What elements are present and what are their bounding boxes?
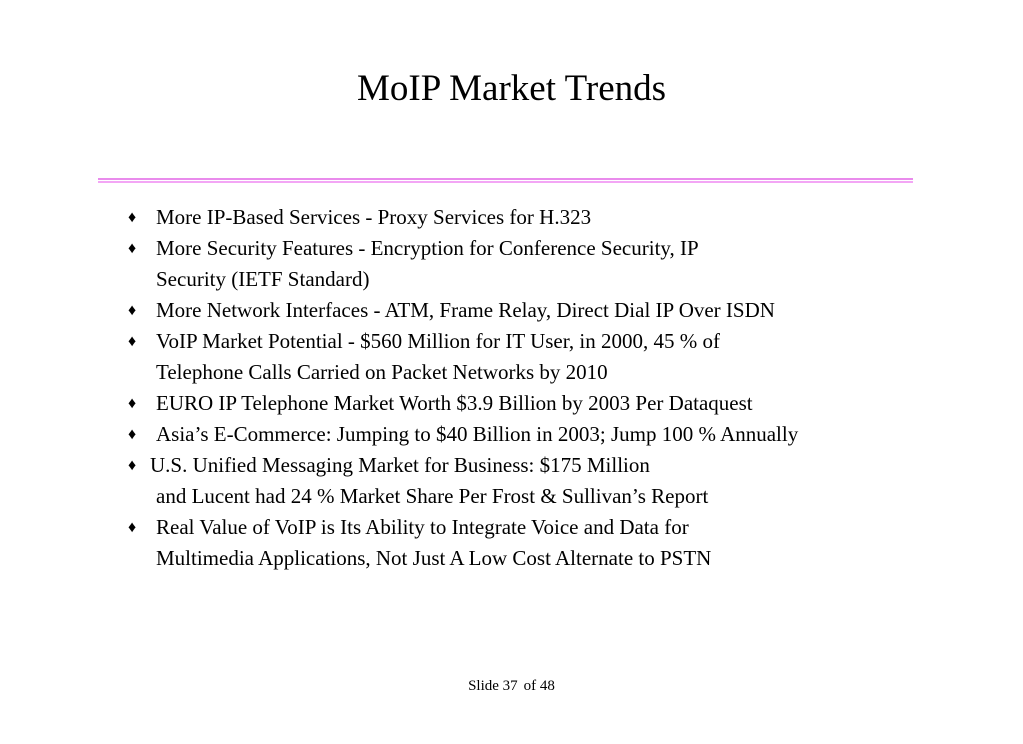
bullet-text: Asia’s E-Commerce: Jumping to $40 Billion in 2003; Jump 100 % Annually — [156, 422, 799, 446]
bullet-text: EURO IP Telephone Market Worth $3.9 Billion by 2003 Per Dataquest — [156, 391, 753, 415]
bullet-item — [128, 512, 1008, 574]
diamond-bullet-icon: ♦ — [128, 209, 137, 226]
diamond-bullet-icon: ♦ — [128, 333, 137, 350]
bullet-list — [128, 202, 1008, 574]
diamond-bullet-icon: ♦ — [128, 395, 137, 412]
slide-title: MoIP Market Trends — [356, 68, 667, 109]
bullet-text-continued: and Lucent had 24 % Market Share Per Frost & Sullivan’s Report — [156, 484, 709, 508]
title-divider — [98, 178, 913, 184]
bullet-text: More Security Features - Encryption for Conference Security, IP — [156, 236, 699, 260]
slide-total: of 48 — [523, 678, 555, 694]
bullet-item — [128, 326, 1008, 388]
slide-number: Slide 37 — [468, 678, 518, 694]
bullet-text-continued: Security (IETF Standard) — [156, 267, 370, 291]
diamond-bullet-icon: ♦ — [128, 519, 137, 536]
bullet-text: Real Value of VoIP is Its Ability to Integrate Voice and Data for — [156, 515, 689, 539]
diamond-bullet-icon: ♦ — [128, 426, 137, 443]
bullet-item — [128, 202, 1008, 233]
slide-footer — [0, 677, 1023, 695]
diamond-bullet-icon: ♦ — [128, 240, 137, 257]
bullet-text-continued: Multimedia Applications, Not Just A Low Cost Alternate to PSTN — [156, 546, 712, 570]
diamond-bullet-icon: ♦ — [128, 302, 137, 319]
bullet-item — [128, 233, 1008, 295]
bullet-text: More Network Interfaces - ATM, Frame Relay, Direct Dial IP Over ISDN — [156, 298, 775, 322]
diamond-bullet-icon: ♦ — [128, 457, 137, 474]
bullet-text: VoIP Market Potential - $560 Million for IT User, in 2000, 45 % of — [156, 329, 720, 353]
bullet-item — [128, 295, 1008, 326]
bullet-item — [128, 450, 1008, 512]
bullet-item — [128, 388, 1008, 419]
bullet-text: U.S. Unified Messaging Market for Business: $175 Million — [150, 453, 650, 477]
bullet-text: More IP-Based Services - Proxy Services for H.323 — [156, 205, 592, 229]
bullet-text-continued: Telephone Calls Carried on Packet Networks by 2010 — [156, 360, 608, 384]
bullet-item — [128, 419, 1008, 450]
divider-line-top — [98, 178, 913, 180]
divider-line-bottom — [98, 181, 913, 183]
